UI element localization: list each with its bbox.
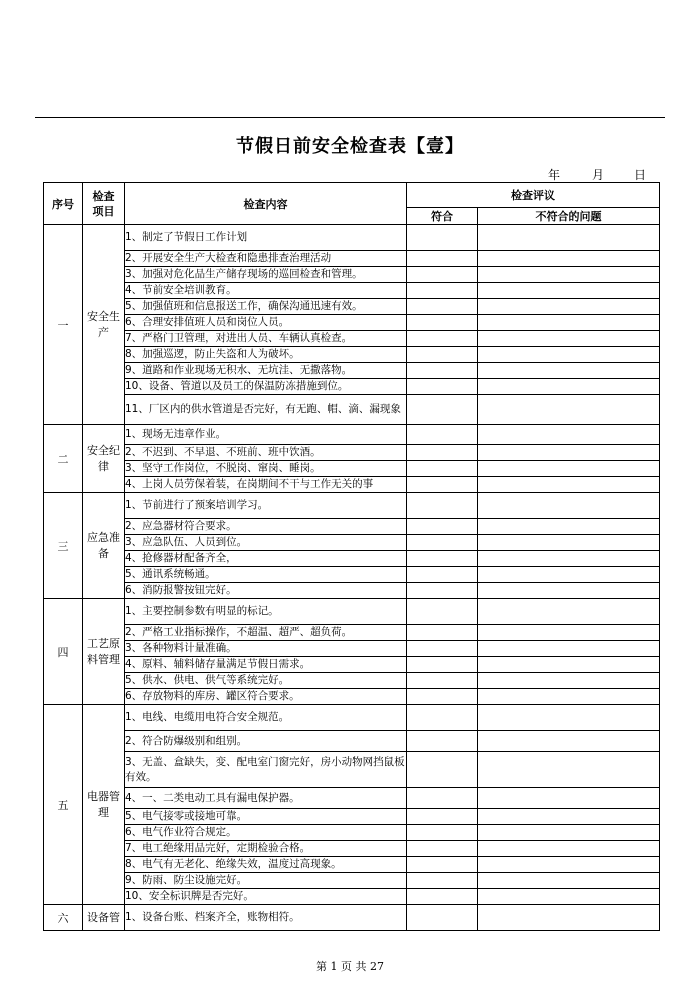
conform-cell[interactable] [407, 567, 478, 583]
group-category-label: 应急准备 [87, 530, 120, 560]
check-content: 2、符合防爆级别和组别。 [125, 731, 407, 752]
check-content: 4、上岗人员劳保着装，在岗期间不干与工作无关的事 [125, 477, 407, 493]
check-content: 3、各种物料计量准确。 [125, 641, 407, 657]
conform-cell[interactable] [407, 225, 478, 251]
nonconform-cell[interactable] [478, 535, 660, 551]
check-content: 4、节前安全培训教育。 [125, 283, 407, 299]
table-row [44, 905, 660, 931]
table-row [44, 705, 660, 731]
check-content: 10、设备、管道以及员工的保温防冻措施到位。 [125, 379, 407, 395]
check-content: 3、应急队伍、人员到位。 [125, 535, 407, 551]
conform-cell[interactable] [407, 731, 478, 752]
nonconform-cell[interactable] [478, 599, 660, 625]
conform-cell[interactable] [407, 873, 478, 889]
conform-cell[interactable] [407, 788, 478, 809]
check-content: 6、存放物料的库房、罐区符合要求。 [125, 689, 407, 705]
group-category-label: 安全生产 [87, 309, 120, 339]
nonconform-cell[interactable] [478, 493, 660, 519]
conform-cell[interactable] [407, 657, 478, 673]
conform-cell[interactable] [407, 583, 478, 599]
check-content: 10、安全标识牌是否完好。 [125, 889, 407, 905]
table-row [44, 889, 660, 905]
conform-cell[interactable] [407, 641, 478, 657]
table-row [44, 788, 660, 809]
conform-cell[interactable] [407, 363, 478, 379]
group-number: 二 [44, 425, 83, 493]
group-number: 五 [44, 705, 83, 905]
check-content: 1、电线、电缆用电符合安全规范。 [125, 705, 407, 731]
group-number: 四 [44, 599, 83, 705]
check-content: 2、不迟到、不早退、不班前、班中饮酒。 [125, 445, 407, 461]
conform-cell[interactable] [407, 841, 478, 857]
check-content: 1、主要控制参数有明显的标记。 [125, 599, 407, 625]
inspection-table [43, 182, 660, 931]
conform-cell[interactable] [407, 425, 478, 445]
table-row [44, 395, 660, 425]
group-category [83, 599, 125, 705]
table-row [44, 283, 660, 299]
group-category-label: 电器管理 [87, 789, 120, 819]
header-content: 检查内容 [125, 183, 407, 225]
conform-cell[interactable] [407, 267, 478, 283]
nonconform-cell[interactable] [478, 445, 660, 461]
table-row [44, 641, 660, 657]
table-row [44, 225, 660, 251]
check-content: 11、厂区内的供水管道是否完好，有无跑、帽、滴、漏现象 [125, 395, 407, 425]
check-content: 9、道路和作业现场无积水、无坑洼、无撒落物。 [125, 363, 407, 379]
table-row [44, 689, 660, 705]
nonconform-cell[interactable] [478, 689, 660, 705]
date-line [548, 166, 646, 183]
check-content: 5、通讯系统畅通。 [125, 567, 407, 583]
conform-cell[interactable] [407, 625, 478, 641]
check-content: 1、制定了节假日工作计划 [125, 225, 407, 251]
nonconform-cell[interactable] [478, 889, 660, 905]
conform-cell[interactable] [407, 251, 478, 267]
group-category [83, 705, 125, 905]
nonconform-cell[interactable] [478, 625, 660, 641]
table-row [44, 809, 660, 825]
group-number: 六 [44, 905, 83, 931]
table-row [44, 857, 660, 873]
check-content: 2、应急器材符合要求。 [125, 519, 407, 535]
header-nonconform: 不符合的问题 [478, 208, 660, 225]
conform-cell[interactable] [407, 752, 478, 788]
group-category-label: 安全纪律 [87, 443, 120, 473]
conform-cell[interactable] [407, 673, 478, 689]
table-row [44, 445, 660, 461]
nonconform-cell[interactable] [478, 283, 660, 299]
table-row [44, 363, 660, 379]
check-content: 4、抢修器材配备齐全， [125, 551, 407, 567]
conform-cell[interactable] [407, 519, 478, 535]
nonconform-cell[interactable] [478, 395, 660, 425]
table-body [44, 225, 660, 931]
header-item: 检查项目 [83, 183, 125, 225]
nonconform-cell[interactable] [478, 788, 660, 809]
check-content: 3、坚守工作岗位，不脱岗、窜岗、睡岗。 [125, 461, 407, 477]
group-category [83, 905, 125, 931]
table-row [44, 625, 660, 641]
conform-cell[interactable] [407, 461, 478, 477]
nonconform-cell[interactable] [478, 363, 660, 379]
table-row [44, 583, 660, 599]
nonconform-cell[interactable] [478, 425, 660, 445]
nonconform-cell[interactable] [478, 873, 660, 889]
table-row [44, 267, 660, 283]
conform-cell[interactable] [407, 315, 478, 331]
nonconform-cell[interactable] [478, 331, 660, 347]
header-rule [35, 117, 665, 118]
check-content: 7、电工绝缘用品完好，定期检验合格。 [125, 841, 407, 857]
nonconform-cell[interactable] [478, 841, 660, 857]
conform-cell[interactable] [407, 395, 478, 425]
table-row [44, 657, 660, 673]
table-row [44, 477, 660, 493]
table-row [44, 873, 660, 889]
nonconform-cell[interactable] [478, 752, 660, 788]
table-row [44, 251, 660, 267]
nonconform-cell[interactable] [478, 905, 660, 931]
table-row [44, 299, 660, 315]
page-footer: 第 1 页 共 27 [316, 960, 384, 973]
table-row [44, 493, 660, 519]
date-day-label: 日 [634, 168, 647, 182]
conform-cell[interactable] [407, 445, 478, 461]
table-row [44, 673, 660, 689]
conform-cell[interactable] [407, 477, 478, 493]
date-year-label: 年 [548, 168, 561, 182]
table-row [44, 599, 660, 625]
conform-cell[interactable] [407, 493, 478, 519]
table-row [44, 825, 660, 841]
nonconform-cell[interactable] [478, 379, 660, 395]
group-number: 三 [44, 493, 83, 599]
check-content: 7、严格门卫管理，对进出人员、车辆认真检查。 [125, 331, 407, 347]
conform-cell[interactable] [407, 825, 478, 841]
check-content: 5、供水、供电、供气等系统完好。 [125, 673, 407, 689]
table-row [44, 315, 660, 331]
check-content: 3、无盖、盒缺失，变、配电室门窗完好，房小动物网挡鼠板有效。 [125, 752, 407, 788]
conform-cell[interactable] [407, 599, 478, 625]
nonconform-cell[interactable] [478, 825, 660, 841]
check-content: 6、合理安排值班人员和岗位人员。 [125, 315, 407, 331]
nonconform-cell[interactable] [478, 567, 660, 583]
check-content: 2、开展安全生产大检查和隐患排查治理活动 [125, 251, 407, 267]
check-content: 8、加强巡逻，防止失盗和人为破坏。 [125, 347, 407, 363]
group-category-label: 工艺原料管理 [87, 636, 120, 666]
nonconform-cell[interactable] [478, 809, 660, 825]
table-row [44, 731, 660, 752]
group-number: 一 [44, 225, 83, 425]
header-evaluation: 检查评议 [407, 183, 660, 208]
nonconform-cell[interactable] [478, 267, 660, 283]
nonconform-cell[interactable] [478, 225, 660, 251]
conform-cell[interactable] [407, 283, 478, 299]
table-row [44, 461, 660, 477]
group-category [83, 425, 125, 493]
nonconform-cell[interactable] [478, 477, 660, 493]
check-content: 1、现场无违章作业。 [125, 425, 407, 445]
conform-cell[interactable] [407, 705, 478, 731]
group-category-label: 设备管 [87, 910, 120, 924]
table-row [44, 567, 660, 583]
conform-cell[interactable] [407, 889, 478, 905]
check-content: 5、电气接零或接地可靠。 [125, 809, 407, 825]
check-content: 6、电气作业符合规定。 [125, 825, 407, 841]
conform-cell[interactable] [407, 905, 478, 931]
nonconform-cell[interactable] [478, 857, 660, 873]
conform-cell[interactable] [407, 689, 478, 705]
nonconform-cell[interactable] [478, 583, 660, 599]
nonconform-cell[interactable] [478, 315, 660, 331]
nonconform-cell[interactable] [478, 251, 660, 267]
nonconform-cell[interactable] [478, 657, 660, 673]
check-content: 6、消防报警按钮完好。 [125, 583, 407, 599]
table-row [44, 551, 660, 567]
nonconform-cell[interactable] [478, 641, 660, 657]
conform-cell[interactable] [407, 331, 478, 347]
check-content: 4、原料、辅料储存量满足节假日需求。 [125, 657, 407, 673]
table-row [44, 535, 660, 551]
conform-cell[interactable] [407, 347, 478, 363]
header-conform: 符合 [407, 208, 478, 225]
nonconform-cell[interactable] [478, 347, 660, 363]
check-content: 5、加强值班和信息报送工作，确保沟通迅速有效。 [125, 299, 407, 315]
table-row [44, 379, 660, 395]
table-row [44, 425, 660, 445]
conform-cell[interactable] [407, 809, 478, 825]
table-row [44, 347, 660, 363]
nonconform-cell[interactable] [478, 519, 660, 535]
check-content: 1、节前进行了预案培训学习。 [125, 493, 407, 519]
table-row [44, 331, 660, 347]
nonconform-cell[interactable] [478, 705, 660, 731]
conform-cell[interactable] [407, 379, 478, 395]
check-content: 9、防雨、防尘设施完好。 [125, 873, 407, 889]
check-content: 4、一、二类电动工具有漏电保护器。 [125, 788, 407, 809]
check-content: 3、加强对危化品生产储存现场的巡回检查和管理。 [125, 267, 407, 283]
nonconform-cell[interactable] [478, 731, 660, 752]
table-row [44, 519, 660, 535]
check-content: 1、设备台账、档案齐全，账物相符。 [125, 905, 407, 931]
group-category [83, 225, 125, 425]
conform-cell[interactable] [407, 299, 478, 315]
conform-cell[interactable] [407, 551, 478, 567]
conform-cell[interactable] [407, 535, 478, 551]
nonconform-cell[interactable] [478, 673, 660, 689]
table-row [44, 752, 660, 788]
nonconform-cell[interactable] [478, 551, 660, 567]
date-month-label: 月 [592, 168, 605, 182]
nonconform-cell[interactable] [478, 461, 660, 477]
page-title: 节假日前安全检查表【壹】 [236, 136, 464, 157]
check-content: 2、严格工业指标操作，不超温、超严、超负荷。 [125, 625, 407, 641]
header-seq: 序号 [44, 183, 83, 225]
conform-cell[interactable] [407, 857, 478, 873]
table-row [44, 841, 660, 857]
check-content: 8、电气有无老化、绝缘失效，温度过高现象。 [125, 857, 407, 873]
nonconform-cell[interactable] [478, 299, 660, 315]
group-category [83, 493, 125, 599]
